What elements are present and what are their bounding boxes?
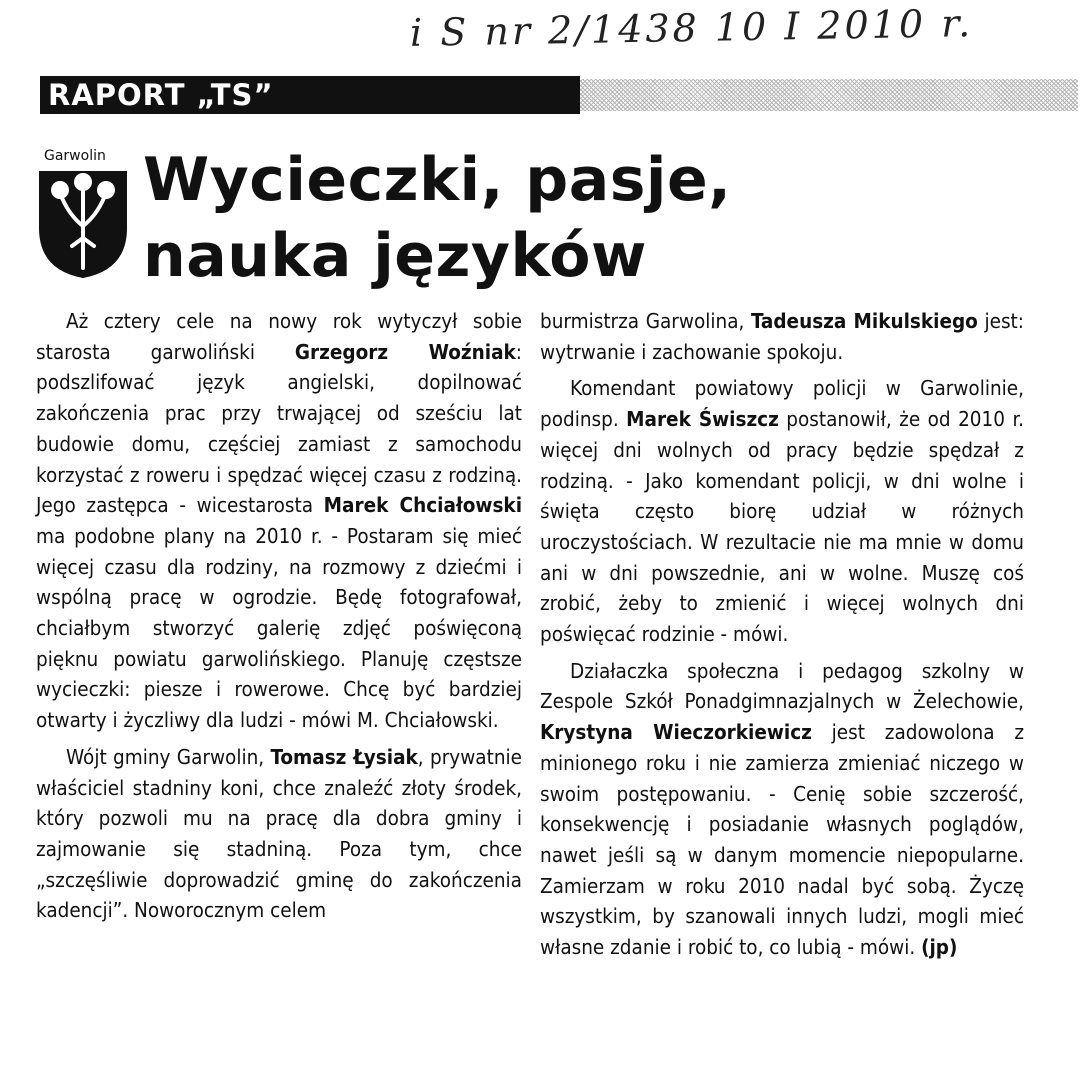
headline-line-1: Wycieczki, pasje, [143,145,732,215]
article-column-right [540,306,1024,963]
paragraph-text: Komendant powiatowy policji w Garwolinie, podinsp. [540,376,1024,432]
paragraph-text: , prywatnie właściciel stadniny koni, chce znaleźć złoty środek, który pozwoli mu na pracę dla dobra gminy i zajmowanie się stadniną. Poza tym, chce „szczęśliwie doprowadzić gminę do zakończenia kadencji”. Noworocznym celem [36,744,522,923]
section-header-bar [40,76,1078,116]
garwolin-coat-of-arms-icon [36,168,130,280]
paragraph-burmistrz [540,306,1024,367]
paragraph-text: ma podobne plany na 2010 r. - Postaram się mieć więcej czasu dla rodziny, na rozmowy z dziećmi i wspólną pracę w ogrodzie. Będę fotografował, chciałbym stworzyć galerię zdjęć poświęconą pięknu powiatu garwolińskiego. Planuję częstsze wycieczki: piesze i rowerowe. Chcę być bardziej otwarty i życzliwy dla ludzi - mówi M. Chciałowski. [36,523,522,733]
paragraph-text: burmistrza Garwolina, [540,309,751,333]
article-column-left [36,306,522,926]
paragraph-komendant [540,373,1024,649]
headline-line-2: nauka języków [143,221,647,291]
town-name: Garwolin [44,148,106,164]
person-name: Krystyna Wieczorkiewicz [540,720,812,745]
paragraph-text: jest zadowolona z minionego roku i nie zamierza zmieniać niczego w swoim postępowaniu. - Cenię sobie szczerość, konsekwencję i posiadanie własnych poglądów, nawet jeśli są w danym momencie niepopularne. Zamierzam w roku 2010 nadal być sobą. Życzę wszystkim, by szanowali innych ludzi, mogli mieć własne zdanie i robić to, co lubią - mówi. [540,720,1024,960]
section-label: RAPORT „TS” [40,76,580,114]
paragraph-dzialaczka [540,656,1024,963]
headline [143,142,731,294]
paragraph-wojt [36,742,522,926]
person-name: Marek Świszcz [626,407,779,432]
paragraph-text: jest: wytrwanie i zachowanie spokoju. [540,309,1024,364]
person-name: Grzegorz Woźniak [294,339,516,364]
paragraph-starosta [36,306,522,736]
paragraph-text: Aż cztery cele na nowy rok wytyczył sobie starosta garwoliński [36,309,522,364]
person-name: Tadeusza Mikulskiego [750,309,978,333]
paragraph-text: Wójt gminy Garwolin, [66,744,271,769]
person-name: Marek Chciałowski [323,493,523,518]
paragraph-text: Działaczka społeczna i pedagog szkolny w Zespole Szkół Ponadgimnazjalnych w Żelechowie, [540,658,1024,714]
paragraph-text: : podszlifować język angielski, dopilnować zakończenia prac przy trwającej od sześciu lat budowie domu, częściej zamiast z samochodu korzystać z roweru i spędzać więcej czasu z rodziną. Jego zastępca - wicestarosta [36,339,522,518]
author-signature: (jp) [921,935,958,960]
handwritten-archive-note: i S nr 2/1438 10 I 2010 r. [409,1,974,55]
section-bar-pattern [580,79,1078,111]
person-name: Tomasz Łysiak [270,744,418,769]
paragraph-text: postanowił, że od 2010 r. więcej dni wolnych od pracy będzie spędzał z rodziną. - Jako komendant policji, w dni wolne i święta często biorę udział w różnych uroczystościach. W rezultacie nie ma mnie w domu ani w dni powszednie, ani w wolne. Muszę coś zrobić, żeby to zmienić i więcej wolnych dni poświęcać rodzinie - mówi. [540,407,1024,647]
